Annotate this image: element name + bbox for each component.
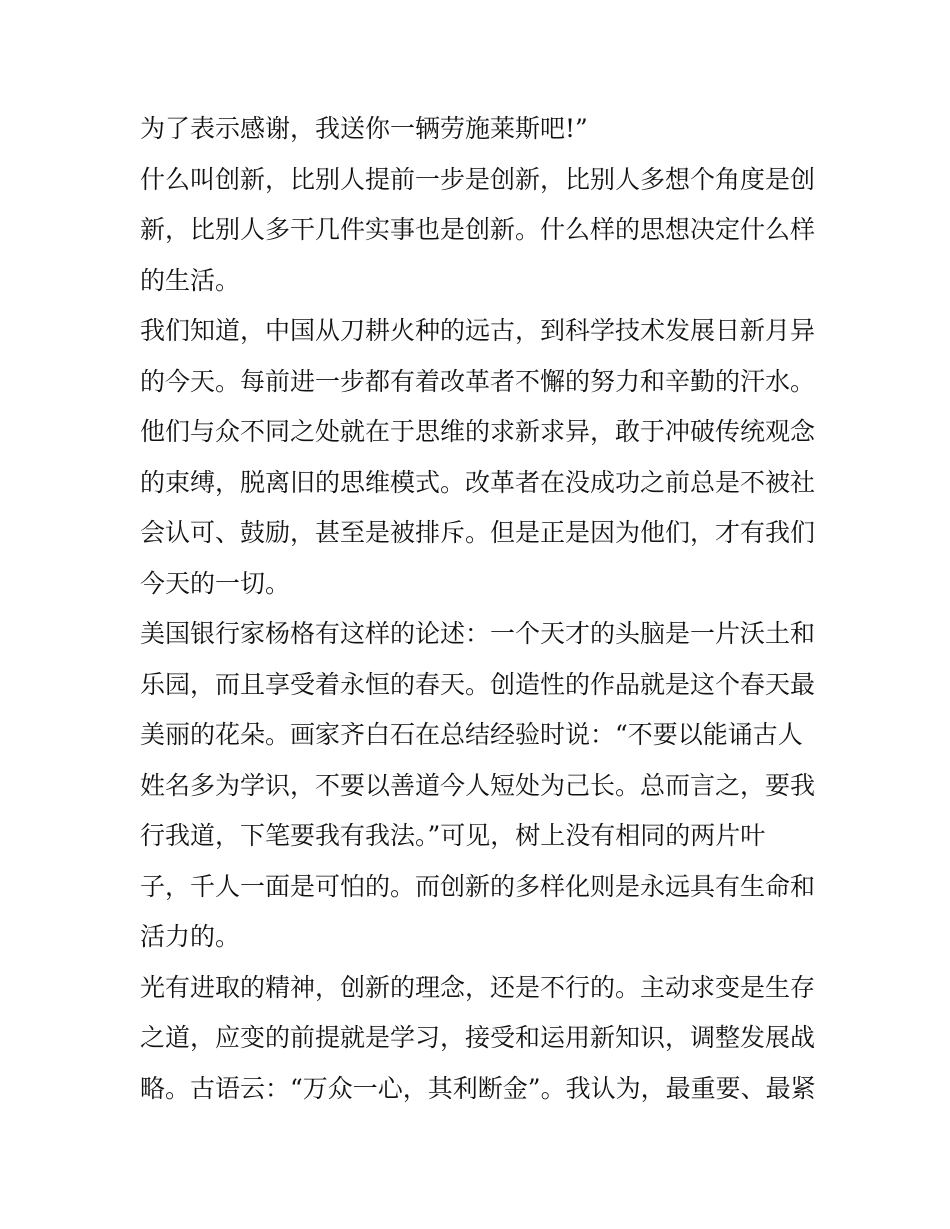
text-line: 姓名多为学识，不要以善道今人短处为己长。总而言之，要我 — [140, 770, 816, 800]
text-line: 的生活。 — [140, 265, 241, 295]
text-line: 会认可、鼓励，甚至是被排斥。但是正是因为他们，才有我们 — [140, 518, 816, 547]
text-line: 他们与众不同之处就在于思维的求新求异，敢于冲破传统观念 — [140, 417, 816, 446]
text-line: 之道，应变的前提就是学习，接受和运用新知识，调整发展战 — [140, 1023, 816, 1052]
text-line: 的今天。每前进一步都有着改革者不懈的努力和辛勤的汗水。 — [140, 366, 816, 396]
text-line: 光有进取的精神，创新的理念，还是不行的。主动求变是生存 — [140, 972, 816, 1002]
text-line: 乐园，而且享受着永恒的春天。创造性的作品就是这个春天最 — [140, 669, 816, 699]
text-line: 我们知道，中国从刀耕火种的远古，到科学技术发展日新月异 — [140, 316, 816, 345]
text-line: 的束缚，脱离旧的思维模式。改革者在没成功之前总是不被社 — [140, 467, 816, 497]
text-line: 活力的。 — [140, 922, 241, 951]
text-line: 为了表示感谢，我送你一辆劳施莱斯吧!” — [140, 114, 588, 143]
text-line: 什么叫创新，比别人提前一步是创新，比别人多想个角度是创 — [140, 164, 816, 194]
text-line: 行我道，下笔要我有我法。”可见，树上没有相同的两片叶 — [140, 821, 766, 850]
document-body — [140, 104, 820, 1114]
text-line: 略。古语云：“万众一心，其利断金”。我认为，最重要、最紧 — [140, 1073, 816, 1103]
text-line: 今天的一切。 — [140, 568, 291, 598]
text-line: 美国银行家杨格有这样的论述：一个天才的头脑是一片沃土和 — [140, 619, 816, 648]
text-line: 新，比别人多干几件实事也是创新。什么样的思想决定什么样 — [140, 215, 816, 244]
text-line: 美丽的花朵。画家齐白石在总结经验时说：“不要以能诵古人 — [140, 720, 803, 749]
text-line: 子，千人一面是可怕的。而创新的多样化则是永远具有生命和 — [140, 871, 816, 901]
